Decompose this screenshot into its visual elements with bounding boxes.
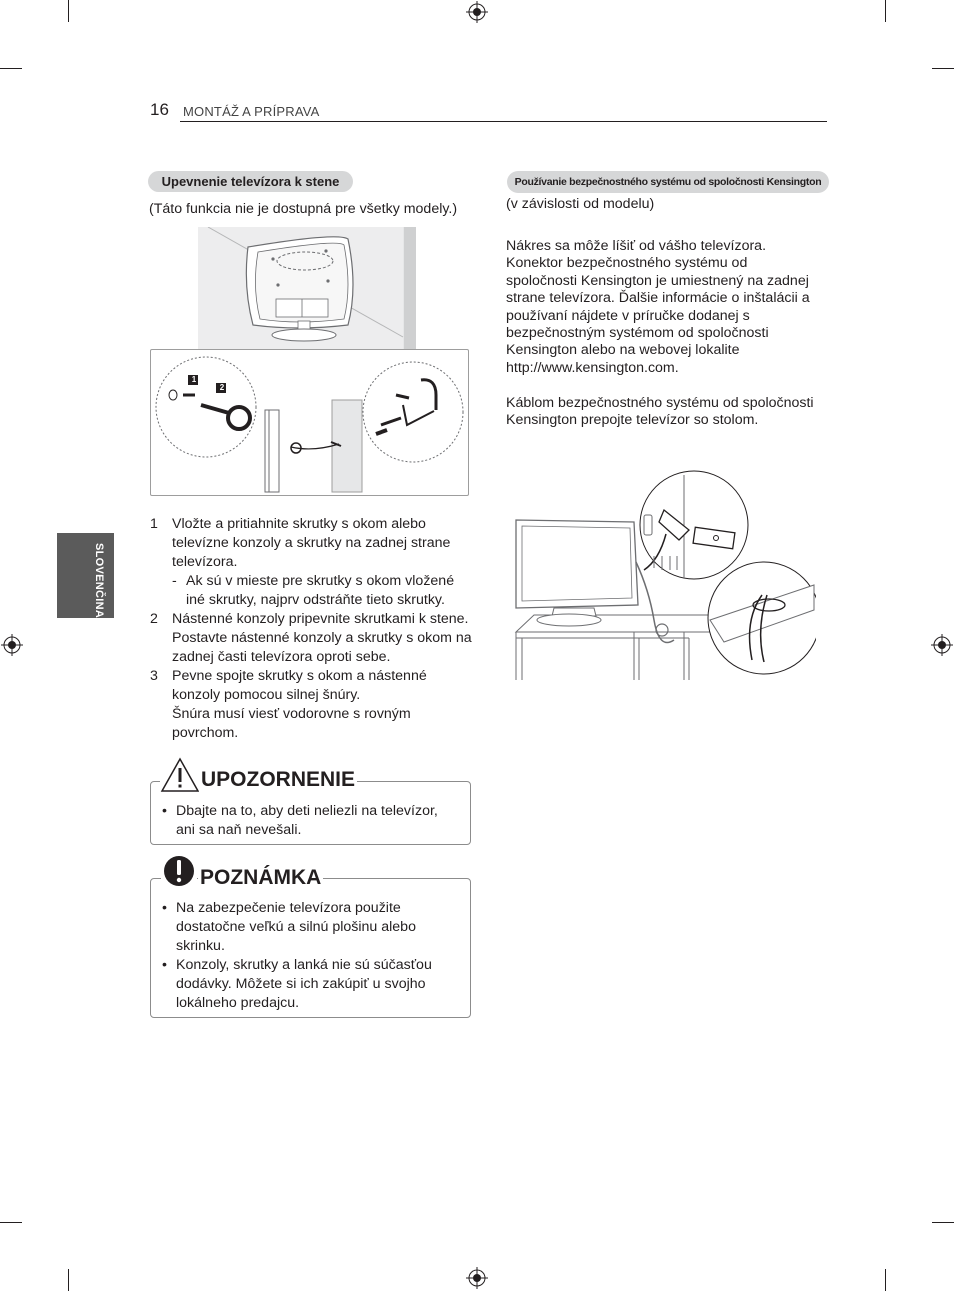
crop-mark (932, 68, 954, 69)
step-text: Ak sú v mieste pre skrutky s okom vložené iné skrutky, najprv odstráňte tieto skrutky. (186, 573, 455, 608)
step-text: Šnúra musí viesť vodorovne s rovným povrchom. (172, 706, 411, 741)
page-number: 16 (150, 100, 169, 119)
crop-mark (68, 0, 69, 22)
step-number: 3 (150, 668, 158, 684)
page-header-title: MONTÁŽ A PRÍPRAVA (183, 104, 320, 119)
registration-mark-icon (1, 634, 23, 656)
step-text: Vložte a pritiahnite skrutky s okom alebo televízne konzoly a skrutky na zadnej strane televízora. (172, 516, 451, 570)
kensington-instruction: Káblom bezpečnostného systému od spoločnosti Kensington prepojte televízor so stolom. (506, 395, 814, 429)
step-number: 2 (150, 611, 158, 627)
crop-mark (885, 0, 886, 22)
figure-marker-1: 1 (191, 375, 197, 384)
warning-triangle-icon (160, 757, 200, 793)
registration-mark-icon (466, 1267, 488, 1289)
model-dependency-note: (v závislosti od modelu) (506, 196, 655, 212)
exclamation-circle-icon (161, 855, 197, 887)
kensington-description: Nákres sa môže líšiť od vášho televízora. Konektor bezpečnostného systému od spoločnosti Kensington je umiestnený na zadnej strane televízora. Ďalšie informácie o inštalácii a používaní nájdete v príručke dodanej s bezpečnostným systémom od spoločnosti Kensington alebo na webovej lokalite http://www.kensington.com. (506, 238, 810, 376)
crop-mark (0, 68, 22, 69)
availability-note: (Táto funkcia nie je dostupná pre všetky modely.) (149, 201, 458, 217)
section-title-kensington: Používanie bezpečnostného systému od spoločnosti Kensington (507, 171, 829, 193)
step-number: 1 (150, 516, 158, 532)
figure-marker-2: 2 (219, 383, 225, 392)
registration-mark-icon (466, 1, 488, 23)
kensington-lock-illustration (514, 470, 816, 682)
section-title-wall-mount: Upevnenie televízora k stene (148, 171, 353, 192)
warning-item-text: Dbajte na to, aby deti neliezli na televízor, ani sa naň nevešali. (176, 803, 438, 838)
crop-mark (0, 1222, 22, 1223)
note-title: POZNÁMKA (200, 866, 322, 889)
step-text: Nástenné konzoly pripevnite skrutkami k stene. Postavte nástenné konzoly a skrutky s okom na zadnej časti televízora oproti sebe. (172, 611, 472, 665)
screw-bracket-illustration (151, 350, 467, 494)
step-text: Pevne spojte skrutky s okom a nástenné konzoly pomocou silnej šnúry. (172, 668, 427, 703)
tv-wall-illustration (198, 227, 416, 349)
crop-mark (885, 1269, 886, 1291)
crop-mark (68, 1269, 69, 1291)
language-label: SLOVENČINA (93, 543, 105, 619)
crop-mark (932, 1222, 954, 1223)
note-item-text: Na zabezpečenie televízora použite dostatočne veľkú a silnú plošinu alebo skrinku. (176, 900, 416, 954)
header-rule (180, 121, 827, 122)
step-number: - (172, 573, 177, 589)
language-side-tab (57, 533, 114, 618)
registration-mark-icon (931, 634, 953, 656)
note-item-text: Konzoly, skrutky a lanká nie sú súčasťou dodávky. Môžete si ich zakúpiť u svojho lokálneho predajcu. (176, 957, 432, 1011)
warning-title: UPOZORNENIE (201, 768, 356, 791)
